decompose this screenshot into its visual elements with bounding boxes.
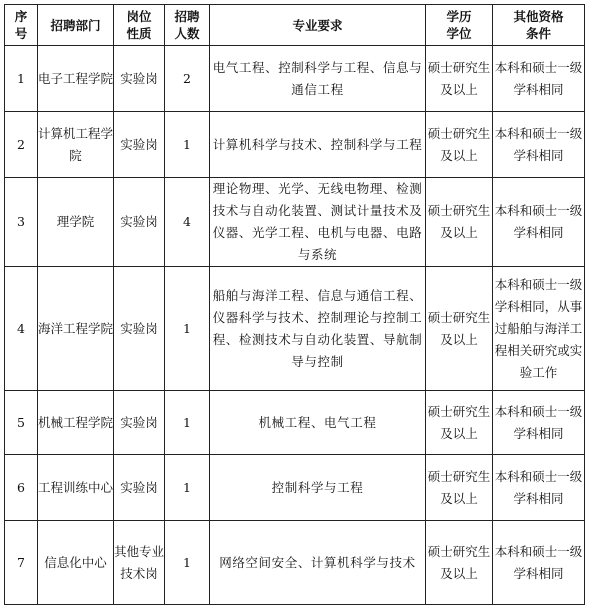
cell-department: 计算机工程学院 (38, 112, 114, 178)
cell-nature: 实验岗 (114, 46, 165, 112)
table-row (5, 178, 585, 267)
cell-other: 本科和硕士一级学科相同 (493, 112, 585, 178)
table-row (5, 46, 585, 112)
cell-index: 4 (5, 267, 38, 391)
cell-count: 1 (165, 112, 210, 178)
table-row (5, 521, 585, 605)
cell-degree: 硕士研究生及以上 (426, 267, 493, 391)
cell-index: 7 (5, 521, 38, 605)
table-row (5, 267, 585, 391)
header-row (5, 5, 585, 46)
cell-major: 计算机科学与技术、控制科学与工程 (210, 112, 426, 178)
cell-department: 电子工程学院 (38, 46, 114, 112)
cell-count: 1 (165, 267, 210, 391)
cell-nature: 实验岗 (114, 267, 165, 391)
header-index: 序号 (5, 5, 38, 46)
cell-other: 本科和硕士一级学科相同 (493, 178, 585, 267)
table-row (5, 112, 585, 178)
cell-degree: 硕士研究生及以上 (426, 46, 493, 112)
cell-count: 1 (165, 521, 210, 605)
cell-index: 2 (5, 112, 38, 178)
recruitment-table (4, 4, 585, 605)
cell-index: 3 (5, 178, 38, 267)
cell-department: 信息化中心 (38, 521, 114, 605)
cell-degree: 硕士研究生及以上 (426, 178, 493, 267)
cell-major: 网络空间安全、计算机科学与技术 (210, 521, 426, 605)
header-count: 招聘人数 (165, 5, 210, 46)
header-nature: 岗位性质 (114, 5, 165, 46)
cell-nature: 实验岗 (114, 112, 165, 178)
cell-other: 本科和硕士一级学科相同 (493, 521, 585, 605)
table-row (5, 455, 585, 521)
cell-department: 海洋工程学院 (38, 267, 114, 391)
cell-nature: 实验岗 (114, 455, 165, 521)
cell-count: 1 (165, 455, 210, 521)
cell-other: 本科和硕士一级学科相同 (493, 391, 585, 455)
header-other: 其他资格条件 (493, 5, 585, 46)
cell-index: 6 (5, 455, 38, 521)
cell-other: 本科和硕士一级学科相同，从事过船舶与海洋工程相关研究或实验工作 (493, 267, 585, 391)
header-major: 专业要求 (210, 5, 426, 46)
cell-degree: 硕士研究生及以上 (426, 455, 493, 521)
cell-count: 4 (165, 178, 210, 267)
cell-department: 机械工程学院 (38, 391, 114, 455)
cell-major: 理论物理、光学、无线电物理、检测技术与自动化装置、测试计量技术及仪器、光学工程、电机与电器、电路与系统 (210, 178, 426, 267)
cell-major: 船舶与海洋工程、信息与通信工程、仪器科学与技术、控制理论与控制工程、检测技术与自动化装置、导航制导与控制 (210, 267, 426, 391)
cell-count: 1 (165, 391, 210, 455)
cell-nature: 实验岗 (114, 178, 165, 267)
cell-major: 机械工程、电气工程 (210, 391, 426, 455)
cell-major: 电气工程、控制科学与工程、信息与通信工程 (210, 46, 426, 112)
cell-index: 5 (5, 391, 38, 455)
cell-department: 理学院 (38, 178, 114, 267)
cell-degree: 硕士研究生及以上 (426, 521, 493, 605)
cell-index: 1 (5, 46, 38, 112)
table-row (5, 391, 585, 455)
cell-department: 工程训练中心 (38, 455, 114, 521)
cell-degree: 硕士研究生及以上 (426, 112, 493, 178)
header-department: 招聘部门 (38, 5, 114, 46)
cell-major: 控制科学与工程 (210, 455, 426, 521)
cell-count: 2 (165, 46, 210, 112)
cell-nature: 实验岗 (114, 391, 165, 455)
cell-other: 本科和硕士一级学科相同 (493, 455, 585, 521)
cell-degree: 硕士研究生及以上 (426, 391, 493, 455)
header-degree: 学历学位 (426, 5, 493, 46)
cell-other: 本科和硕士一级学科相同 (493, 46, 585, 112)
cell-nature: 其他专业技术岗 (114, 521, 165, 605)
